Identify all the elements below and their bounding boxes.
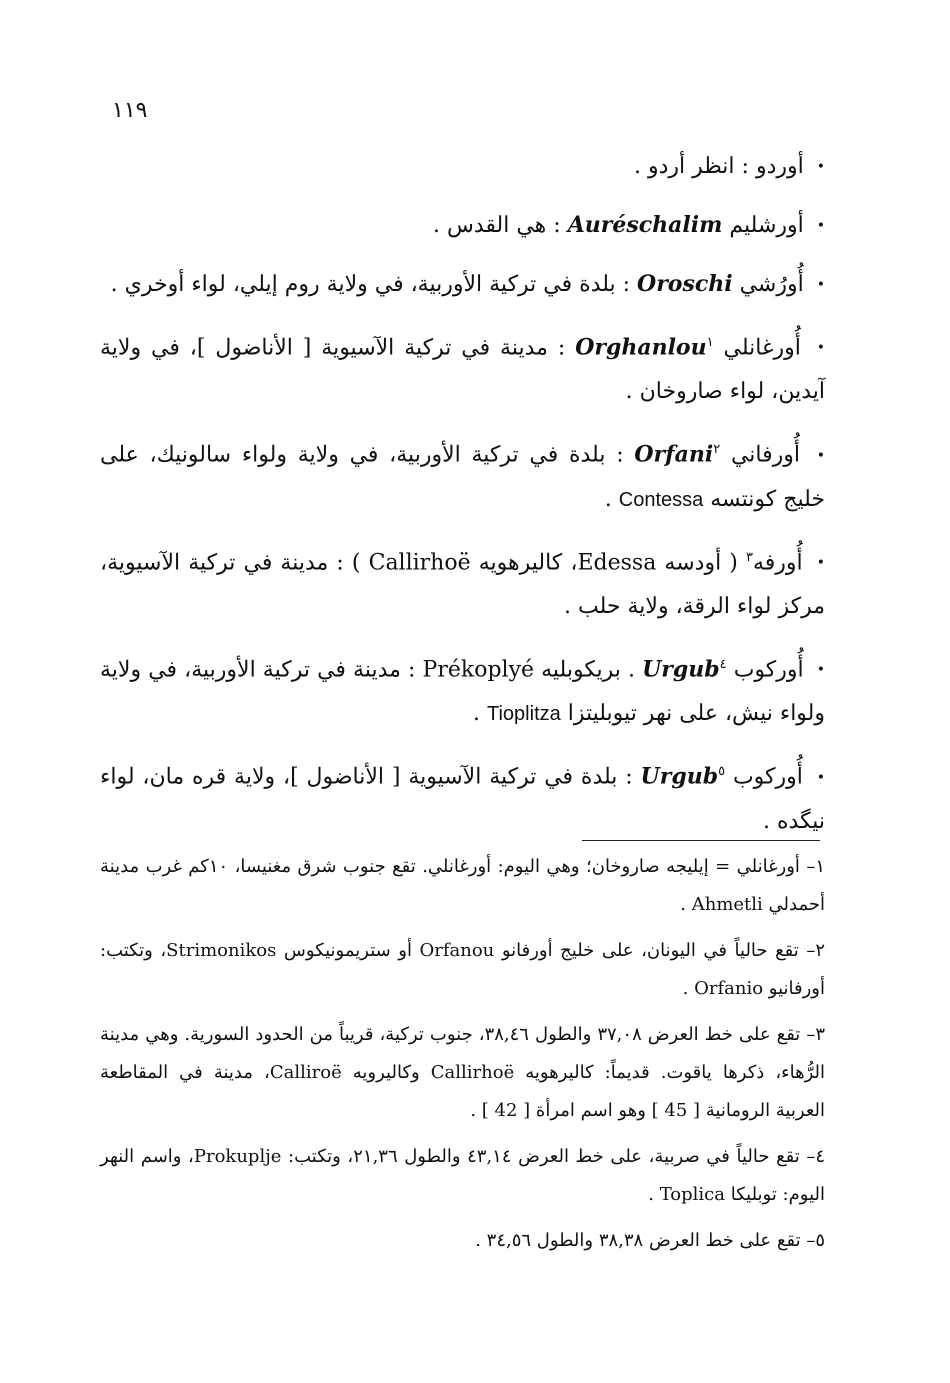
entry xyxy=(100,145,825,189)
entry-end: . xyxy=(604,486,612,512)
entry-text: : بلدة في تركية الأوربية، في ولاية روم إيلي، لواء أوخري . xyxy=(110,272,631,297)
entry-text: : مدينة في تركية الآسيوية [ الأناضول ]، في ولاية آيدين، لواء صاروخان . xyxy=(100,335,825,405)
page-number: ١١٩ xyxy=(112,98,148,123)
bullet-icon: • xyxy=(816,340,826,357)
footnote-separator xyxy=(582,840,820,841)
entry-latin-name: Oroschi xyxy=(637,271,733,297)
entry-latin-tail: Contessa xyxy=(618,488,704,511)
entry-text: : بلدة في تركية الأوربية، في ولاية ولواء سالونيك، على خليج كونتسه xyxy=(100,442,825,512)
footnote: ٥– تقع على خط العرض ٣٨,٣٨ والطول ٣٤,٥٦ . xyxy=(475,1230,825,1251)
entry-text: : هي القدس . xyxy=(433,213,561,238)
bullet-icon: • xyxy=(816,554,826,571)
footnote: ٤– تقع حالياً في صربية، على خط العرض ٤٣,١٤ والطول ٢١,٣٦، وتكتب: Prokuplje، واسم النهر اليوم: توبليكا Toplica . xyxy=(100,1146,826,1205)
footnote: ٣– تقع على خط العرض ٣٧,٠٨ والطول ٣٨,٤٦، جنوب تركية، قريباً من الحدود السورية. وهي مدينة الرُّهاء، ذكرها ياقوت. قديماً: كاليرهويه Callirhoë وكاليرويه Calliroë، مدينة في المقاطعة العربية الرومانية [ 45 ] وهو اسم امرأة [ 42 ] . xyxy=(100,1024,826,1121)
entry xyxy=(100,428,825,521)
entry-text: : بلدة في تركية الآسيوية [ الأناضول ]، ولاية قره مان، لواء نيگده . xyxy=(100,764,825,834)
entry-latin-name: Orghanlou xyxy=(575,334,707,361)
bullet-icon: • xyxy=(816,769,825,786)
footnotes-list xyxy=(100,848,825,1268)
entry-headword: أُورفاني xyxy=(730,442,800,468)
footnote-ref: ٢ xyxy=(713,442,721,458)
entry-text: أوردو : انظر أردو . xyxy=(633,154,804,179)
bullet-icon: • xyxy=(816,662,825,679)
footnote: ١– أورغانلي = إيليجه صاروخان؛ وهي اليوم: أورغانلي. تقع جنوب شرق مغنيسا، ١٠كم غرب مدينة أحمدلي Ahmetli . xyxy=(100,856,825,915)
bullet-icon: • xyxy=(816,277,825,293)
footnote-ref: ٣ xyxy=(745,549,753,565)
bullet-icon: • xyxy=(816,218,825,234)
entry-headword: أُورغانلي xyxy=(723,335,801,361)
entry-text: . بريكوبليه Prékoplyé : مدينة في تركية الأوربية، في ولاية ولواء نيش، على نهر تيوبليتزا xyxy=(100,657,825,727)
entry-latin-name: Auréschalim xyxy=(567,212,723,238)
entry xyxy=(100,203,825,248)
bullet-icon: • xyxy=(816,447,825,464)
entries-list xyxy=(100,145,825,858)
footnote-ref: ١ xyxy=(706,335,714,350)
footnote-ref: ٤ xyxy=(719,656,727,672)
entry-latin-name: Orfani xyxy=(634,441,714,468)
entry-headword: أُوركوب xyxy=(732,764,803,790)
entry xyxy=(100,750,825,843)
footnote: ٢– تقع حالياً في اليونان، على خليج أورفانو Orfanou أو ستريمونيكوس Strimonikos، وتكتب: أورفانيو Orfanio . xyxy=(100,940,825,999)
entry-text: ( أودسه Edessa، كاليرهويه Callirhoë ) : مدينة في تركية الآسيوية، مركز لواء الرقة، ولاية حلب . xyxy=(100,549,825,619)
entry-headword: أُورفه xyxy=(752,549,803,575)
entry-latin-name: Urgub xyxy=(640,763,719,790)
entry xyxy=(100,643,825,736)
entry xyxy=(100,262,825,307)
entry-end: . xyxy=(473,701,481,727)
entry-headword: أورشليم xyxy=(729,213,804,238)
entry-headword: أُوركوب xyxy=(733,657,804,683)
bullet-icon: • xyxy=(816,159,825,175)
entry xyxy=(100,536,825,629)
entry xyxy=(100,321,825,414)
entry-latin-tail: Tioplitza xyxy=(487,703,561,726)
entry-latin-name: Urgub xyxy=(642,656,720,683)
entry-headword: أُورُشي xyxy=(739,272,804,297)
footnote-ref: ٥ xyxy=(718,764,726,780)
